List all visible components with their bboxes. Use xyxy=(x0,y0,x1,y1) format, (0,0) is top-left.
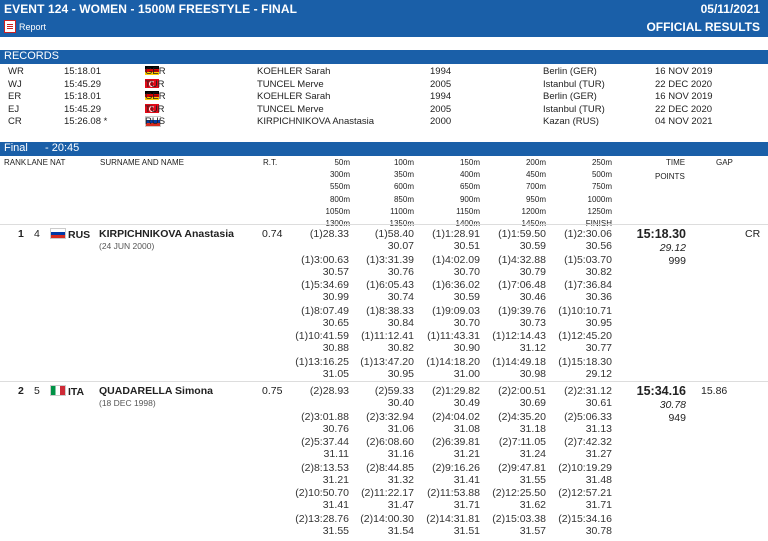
athlete-dob: (24 JUN 2000) xyxy=(99,241,155,251)
report-link[interactable] xyxy=(4,20,46,33)
split-cumulative: (1)15:18.30 xyxy=(558,355,612,368)
record-row xyxy=(0,79,768,91)
split-cumulative: (2)3:32.94 xyxy=(366,410,414,423)
split-lap: 30.88 xyxy=(322,342,349,354)
split-lap: 30.76 xyxy=(322,422,349,435)
split-lap: 31.62 xyxy=(519,499,546,511)
athlete-lane: 4 xyxy=(34,228,40,240)
split-cumulative: (2)9:16.26 xyxy=(432,461,480,474)
split-lap: 30.46 xyxy=(519,291,546,303)
split-cumulative: (2)12:57.21 xyxy=(558,487,612,499)
split-lap: 31.06 xyxy=(387,422,414,435)
distance-header: 550m xyxy=(329,182,350,192)
split-lap: 30.36 xyxy=(585,291,612,303)
distance-header: 250m xyxy=(591,158,612,167)
distance-header: 1100m xyxy=(390,206,414,216)
athlete-nat-code: RUS xyxy=(68,229,91,241)
split-cumulative: (2)13:28.76 xyxy=(295,512,349,525)
record-year: 2005 xyxy=(430,103,452,115)
split-cumulative: (1)12:45.20 xyxy=(558,330,612,342)
split-cumulative: (1)9:09.03 xyxy=(432,304,480,317)
record-type: WJ xyxy=(8,78,22,90)
record-nat-code: GER xyxy=(145,66,166,77)
row-separator xyxy=(0,381,768,382)
record-nat-code: GER xyxy=(145,91,166,102)
split-cumulative: (1)12:14.43 xyxy=(492,330,546,342)
split-lap: 30.70 xyxy=(453,265,480,278)
athlete-dob: (18 DEC 1998) xyxy=(99,398,156,408)
split-lap: 30.84 xyxy=(387,316,414,329)
record-time: 15:26.08 * xyxy=(64,116,108,127)
record-name: TUNCEL Merve xyxy=(257,103,324,115)
split-lap: 30.57 xyxy=(322,265,349,278)
split-lap: 31.18 xyxy=(519,422,546,435)
split-cumulative: (2)6:08.60 xyxy=(366,436,414,448)
split-cumulative: (1)6:05.43 xyxy=(366,279,414,291)
split-lap: 30.90 xyxy=(453,342,480,354)
athlete-time: 15:18.30 xyxy=(636,227,686,241)
split-cumulative: (1)4:02.09 xyxy=(432,253,480,266)
athlete-name: QUADARELLA Simona xyxy=(99,385,213,397)
split-cumulative: (1)28.33 xyxy=(309,228,349,240)
distance-header: 100m xyxy=(393,158,414,167)
split-cumulative: (1)11:12.41 xyxy=(361,330,414,342)
distance-header: 450m xyxy=(525,170,546,180)
record-place: Berlin (GER) xyxy=(543,91,597,102)
split-lap: 31.55 xyxy=(322,524,349,537)
distance-header: 1250m xyxy=(587,206,612,216)
final-bar xyxy=(0,142,768,156)
record-time: 15:45.29 xyxy=(64,78,101,90)
record-name: KOEHLER Sarah xyxy=(257,91,331,102)
split-lap: 30.56 xyxy=(585,240,612,252)
split-lap: 30.40 xyxy=(387,397,414,409)
split-cumulative: (1)5:03.70 xyxy=(564,253,612,266)
split-lap: 30.95 xyxy=(387,367,414,380)
record-row xyxy=(0,116,768,128)
record-year: 2000 xyxy=(430,116,452,127)
split-cumulative: (2)5:37.44 xyxy=(301,436,349,448)
distance-header: 400m xyxy=(459,170,480,180)
athlete-rt: 0.75 xyxy=(262,385,283,397)
split-cumulative: (2)2:00.51 xyxy=(498,385,546,397)
row-separator xyxy=(0,224,768,225)
distance-header: 150m xyxy=(459,158,480,167)
split-lap: 31.08 xyxy=(453,422,480,435)
split-cumulative: (2)28.93 xyxy=(309,385,349,397)
split-lap: 31.32 xyxy=(387,473,414,486)
col-name: SURNAME AND NAME xyxy=(100,158,185,167)
split-cumulative: (2)6:39.81 xyxy=(432,436,480,448)
record-row xyxy=(0,104,768,116)
split-lap: 31.51 xyxy=(453,524,480,537)
split-lap: 31.41 xyxy=(453,473,480,486)
distance-header: 200m xyxy=(525,158,546,167)
official-results-label: OFFICIAL RESULTS xyxy=(646,20,760,34)
athlete-points: 999 xyxy=(668,255,686,267)
split-cumulative: (1)58.40 xyxy=(374,228,414,240)
record-place: Berlin (GER) xyxy=(543,66,597,77)
split-lap: 30.78 xyxy=(585,524,612,537)
report-icon xyxy=(4,20,16,33)
split-lap: 31.21 xyxy=(453,448,480,460)
split-lap: 31.48 xyxy=(585,473,612,486)
split-lap: 30.77 xyxy=(585,342,612,354)
record-nat-code: TUR xyxy=(145,103,165,115)
distance-header: 50m xyxy=(334,158,350,167)
record-type: EJ xyxy=(8,103,20,115)
record-time: 15:45.29 xyxy=(64,103,101,115)
athlete-record: CR xyxy=(745,228,761,240)
split-cumulative: (2)8:44.85 xyxy=(366,461,414,474)
athlete-rank: 1 xyxy=(18,228,24,240)
split-cumulative: (2)4:04.02 xyxy=(432,410,480,423)
split-cumulative: (2)14:31.81 xyxy=(426,512,480,525)
rus-flag-icon xyxy=(50,228,66,239)
distance-header: 800m xyxy=(329,194,350,204)
split-cumulative: (2)4:35.20 xyxy=(498,410,546,423)
split-cumulative: (1)13:47.20 xyxy=(360,355,414,368)
split-cumulative: (1)8:07.49 xyxy=(301,304,349,317)
split-lap: 31.11 xyxy=(323,448,349,460)
split-cumulative: (2)9:47.81 xyxy=(498,461,546,474)
record-nat-code: TUR xyxy=(145,78,165,90)
record-time: 15:18.01 xyxy=(64,91,101,102)
record-place: Istanbul (TUR) xyxy=(543,78,605,90)
distance-header: 950m xyxy=(525,194,546,204)
distance-header: 500m xyxy=(591,170,612,180)
split-cumulative: (1)10:41.59 xyxy=(295,330,349,342)
split-cumulative: (1)5:34.69 xyxy=(301,279,349,291)
athlete-nat xyxy=(50,385,84,398)
split-cumulative: (1)9:39.76 xyxy=(498,304,546,317)
record-place: Istanbul (TUR) xyxy=(543,103,605,115)
record-nat-code: RUS xyxy=(145,116,166,127)
distance-header: 600m xyxy=(393,182,414,192)
split-lap: 30.98 xyxy=(519,367,546,380)
col-gap: GAP xyxy=(716,158,733,167)
distance-header: 750m xyxy=(591,182,612,192)
split-lap: 30.65 xyxy=(322,316,349,329)
split-cumulative: (1)7:36.84 xyxy=(564,279,612,291)
record-place: Kazan (RUS) xyxy=(543,116,599,127)
athlete-rank: 2 xyxy=(18,385,24,397)
split-lap: 30.59 xyxy=(453,291,480,303)
athlete-gap: 15.86 xyxy=(701,385,728,397)
split-lap: 29.12 xyxy=(585,367,612,380)
split-cumulative: (1)4:32.88 xyxy=(498,253,546,266)
record-time: 15:18.01 xyxy=(64,66,101,77)
split-cumulative: (2)14:00.30 xyxy=(360,512,414,525)
split-cumulative: (2)2:31.12 xyxy=(564,385,612,397)
event-date: 05/11/2021 xyxy=(700,2,760,16)
split-cumulative: (2)15:03.38 xyxy=(492,512,546,525)
final-time: - 20:45 xyxy=(45,142,80,154)
split-cumulative: (2)11:53.88 xyxy=(427,487,480,499)
split-lap: 31.16 xyxy=(387,448,414,460)
split-cumulative: (2)12:25.50 xyxy=(492,487,546,499)
record-date: 04 NOV 2021 xyxy=(655,116,713,127)
split-lap: 31.55 xyxy=(519,473,546,486)
event-header xyxy=(0,0,768,37)
records-bar xyxy=(0,50,768,64)
distance-header: 900m xyxy=(459,194,480,204)
athlete-lane: 5 xyxy=(34,385,40,397)
athlete-name: KIRPICHNIKOVA Anastasia xyxy=(99,228,234,240)
event-title: EVENT 124 - WOMEN - 1500M FREESTYLE - FINAL xyxy=(4,2,298,16)
split-cumulative: (2)5:06.33 xyxy=(564,410,612,423)
record-name: KOEHLER Sarah xyxy=(257,66,331,77)
col-rt: R.T. xyxy=(263,158,278,167)
split-cumulative: (1)14:18.20 xyxy=(426,355,480,368)
athlete-rt: 0.74 xyxy=(262,228,283,240)
split-lap: 31.05 xyxy=(322,367,349,380)
record-date: 16 NOV 2019 xyxy=(655,66,713,77)
split-lap: 31.54 xyxy=(387,524,414,537)
split-cumulative: (1)2:30.06 xyxy=(564,228,612,240)
split-lap: 30.51 xyxy=(453,240,480,252)
split-lap: 31.21 xyxy=(322,473,349,486)
split-lap: 30.79 xyxy=(519,265,546,278)
athlete-nat-code: ITA xyxy=(68,386,85,398)
distance-header: 850m xyxy=(393,194,414,204)
record-row xyxy=(0,91,768,103)
split-cumulative: (2)59.33 xyxy=(374,385,414,397)
split-lap: 30.73 xyxy=(519,316,546,329)
split-lap: 31.12 xyxy=(519,342,546,354)
split-lap: 30.59 xyxy=(519,240,546,252)
split-lap: 31.71 xyxy=(585,499,612,511)
distance-header: 1050m xyxy=(325,206,350,216)
split-cumulative: (1)3:31.39 xyxy=(366,253,414,266)
record-date: 22 DEC 2020 xyxy=(655,78,713,90)
split-cumulative: (1)1:28.91 xyxy=(432,228,480,240)
split-cumulative: (2)3:01.88 xyxy=(301,410,349,423)
record-date: 22 DEC 2020 xyxy=(655,103,713,115)
split-cumulative: (1)10:10.71 xyxy=(558,304,612,317)
split-lap: 31.71 xyxy=(453,499,480,511)
split-lap: 31.00 xyxy=(453,367,480,380)
distance-header: 1200m xyxy=(521,206,546,216)
split-lap: 30.82 xyxy=(585,265,612,278)
col-time: TIME xyxy=(666,158,686,167)
distance-header: 700m xyxy=(525,182,546,192)
col-rank: RANK xyxy=(4,158,27,167)
split-cumulative: (2)7:42.32 xyxy=(564,436,612,448)
athlete-nat xyxy=(50,228,90,241)
athlete-time: 15:34.16 xyxy=(636,384,686,398)
distance-header: 350m xyxy=(393,170,414,180)
split-cumulative: (1)1:59.50 xyxy=(498,228,546,240)
split-cumulative: (1)6:36.02 xyxy=(432,279,480,291)
split-lap: 31.27 xyxy=(585,448,612,460)
distance-header: 1150m xyxy=(456,206,480,216)
athlete-time-split: 30.78 xyxy=(659,399,686,411)
split-lap: 31.57 xyxy=(519,524,546,537)
records-title: RECORDS xyxy=(4,50,60,62)
split-cumulative: (1)13:16.25 xyxy=(295,355,349,368)
record-year: 1994 xyxy=(430,91,452,102)
distance-header: 300m xyxy=(329,170,350,180)
record-name: TUNCEL Merve xyxy=(257,78,324,90)
record-row xyxy=(0,66,768,78)
split-cumulative: (2)15:34.16 xyxy=(558,512,612,525)
split-lap: 30.49 xyxy=(453,397,480,409)
split-lap: 30.61 xyxy=(585,397,612,409)
record-type: WR xyxy=(8,66,24,77)
split-cumulative: (1)3:00.63 xyxy=(301,253,349,266)
record-type: ER xyxy=(8,91,22,102)
record-date: 16 NOV 2019 xyxy=(655,91,713,102)
record-year: 1994 xyxy=(430,66,452,77)
split-lap: 31.24 xyxy=(519,448,546,460)
col-nat: NAT xyxy=(50,158,66,167)
split-lap: 30.95 xyxy=(585,316,612,329)
split-lap: 30.82 xyxy=(387,342,414,354)
split-cumulative: (2)10:50.70 xyxy=(295,487,349,499)
split-lap: 31.41 xyxy=(322,499,349,511)
split-lap: 30.69 xyxy=(519,397,546,409)
split-lap: 31.13 xyxy=(585,422,612,435)
split-lap: 30.07 xyxy=(387,240,414,252)
split-cumulative: (2)7:11.05 xyxy=(498,436,546,448)
col-lane: LANE xyxy=(27,158,48,167)
athlete-time-split: 29.12 xyxy=(659,242,686,254)
record-year: 2005 xyxy=(430,78,452,90)
distance-header: 650m xyxy=(459,182,480,192)
split-lap: 30.70 xyxy=(453,316,480,329)
split-cumulative: (1)11:43.31 xyxy=(427,330,480,342)
split-cumulative: (2)1:29.82 xyxy=(432,385,480,397)
split-lap: 30.74 xyxy=(387,291,414,303)
split-lap: 30.76 xyxy=(387,265,414,278)
split-cumulative: (1)7:06.48 xyxy=(498,279,546,291)
split-cumulative: (2)8:13.53 xyxy=(301,461,349,474)
ita-flag-icon xyxy=(50,385,66,396)
split-cumulative: (2)10:19.29 xyxy=(558,461,612,474)
split-cumulative: (1)8:38.33 xyxy=(366,304,414,317)
col-points: POINTS xyxy=(655,172,685,181)
split-cumulative: (2)11:22.17 xyxy=(361,487,414,499)
final-title: Final xyxy=(4,142,28,154)
record-type: CR xyxy=(8,116,22,127)
split-lap: 30.99 xyxy=(322,291,349,303)
report-label: Report xyxy=(19,21,47,32)
record-name: KIRPICHNIKOVA Anastasia xyxy=(257,116,375,127)
distance-header: 1000m xyxy=(587,194,612,204)
split-lap: 31.47 xyxy=(387,499,414,511)
split-cumulative: (1)14:49.18 xyxy=(492,355,546,368)
athlete-points: 949 xyxy=(668,412,686,424)
